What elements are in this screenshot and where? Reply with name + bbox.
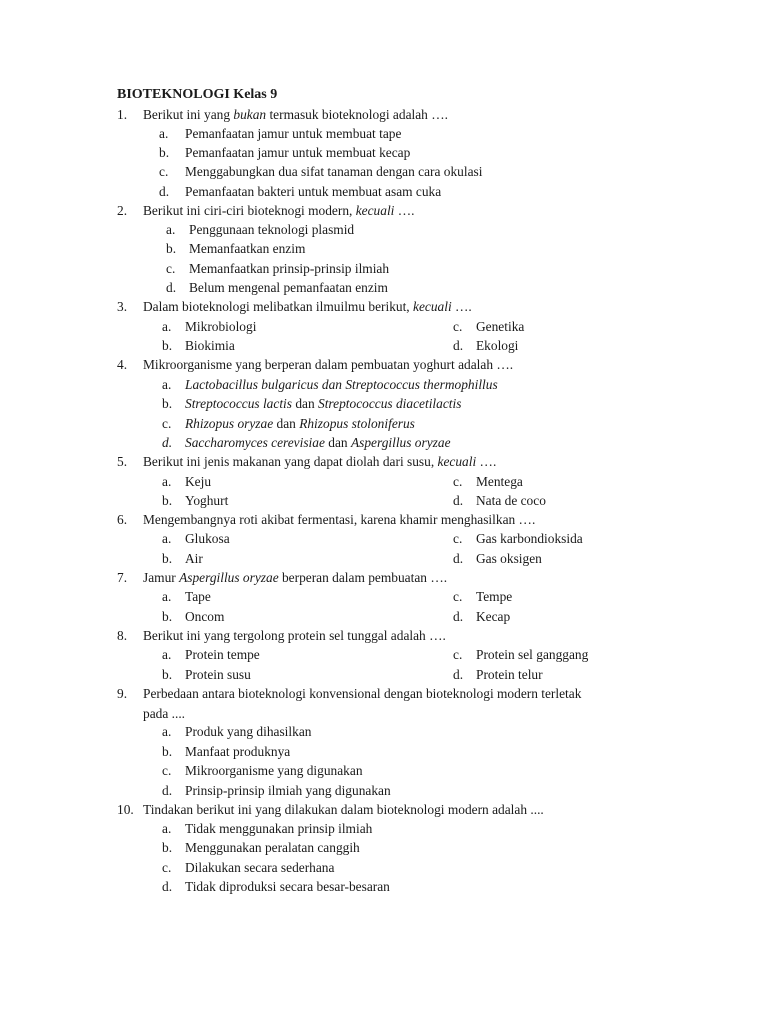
option-text: [189, 222, 354, 238]
text-segment: Kecap: [476, 609, 511, 624]
question-text: [143, 357, 513, 373]
italic-text-segment: Streptococcus lactis: [185, 396, 292, 411]
option-letter: b.: [162, 744, 173, 759]
option-text: [185, 647, 260, 663]
text-segment: Tidak diproduksi secara besar-besaran: [185, 879, 390, 894]
option-letter: c.: [453, 531, 463, 546]
question-text: [143, 570, 447, 586]
text-segment: Berikut ini yang: [143, 107, 234, 122]
text-segment: Gas karbondioksida: [476, 531, 583, 546]
option-text: [476, 647, 588, 663]
italic-text-segment: bukan: [233, 107, 267, 122]
option-text: [185, 744, 290, 760]
option-letter: c.: [162, 860, 172, 875]
question-number: 9.: [117, 686, 128, 701]
option-letter: a.: [162, 531, 172, 546]
option-text: [476, 474, 523, 490]
option-text: [185, 338, 235, 354]
option-letter: b.: [162, 338, 173, 353]
option-letter: a.: [162, 589, 172, 604]
text-segment: Gas oksigen: [476, 551, 542, 566]
text-segment: dan: [324, 435, 351, 450]
text-segment: berperan dalam pembuatan ….: [278, 570, 448, 585]
option-letter: a.: [162, 319, 172, 334]
question-number: 5.: [117, 454, 128, 469]
text-segment: Mikrobiologi: [185, 319, 257, 334]
option-text: [476, 531, 583, 547]
option-letter: c.: [162, 763, 172, 778]
option-letter: a.: [162, 474, 172, 489]
question-text: [143, 512, 535, 528]
option-text: [476, 551, 542, 567]
option-letter: d.: [159, 184, 170, 199]
text-segment: Tempe: [476, 589, 513, 604]
option-text: [185, 396, 461, 412]
option-text: [185, 145, 410, 161]
text-segment: Dilakukan secara sederhana: [185, 860, 335, 875]
option-letter: c.: [453, 319, 463, 334]
text-segment: Dalam bioteknologi melibatkan ilmuilmu berikut,: [143, 299, 413, 314]
option-letter: a.: [166, 222, 176, 237]
option-text: [185, 184, 441, 200]
text-segment: Oncom: [185, 609, 225, 624]
option-text: [185, 667, 251, 683]
option-letter: d.: [453, 667, 464, 682]
option-letter: d.: [162, 435, 173, 450]
option-letter: b.: [159, 145, 170, 160]
option-letter: d.: [162, 783, 173, 798]
option-text: [185, 319, 256, 335]
text-segment: Prinsip-prinsip ilmiah yang digunakan: [185, 783, 391, 798]
text-segment: Produk yang dihasilkan: [185, 724, 312, 739]
option-letter: d.: [453, 609, 464, 624]
italic-text-segment: kecuali: [355, 203, 395, 218]
text-segment: Nata de coco: [476, 493, 546, 508]
text-segment: Memanfaatkan prinsip-prinsip ilmiah: [189, 261, 390, 276]
text-segment: Protein sel ganggang: [476, 647, 589, 662]
question-number: 7.: [117, 570, 128, 585]
option-text: [185, 860, 334, 876]
option-text: [185, 164, 482, 180]
text-segment: Manfaat produknya: [185, 744, 291, 759]
question-number: 6.: [117, 512, 128, 527]
text-segment: Mikroorganisme yang digunakan: [185, 763, 363, 778]
option-letter: a.: [159, 126, 169, 141]
option-text: [185, 493, 228, 509]
option-text: [185, 783, 391, 799]
option-letter: b.: [162, 609, 173, 624]
option-letter: a.: [162, 647, 172, 662]
option-text: [185, 474, 211, 490]
text-segment: dan: [273, 416, 300, 431]
text-segment: Tindakan berikut ini yang dilakukan dalam bioteknologi modern adalah ....: [143, 802, 544, 817]
option-text: [476, 589, 512, 605]
question-text: [143, 454, 496, 470]
question-text-continued: [143, 706, 185, 722]
italic-text-segment: Streptococcus diacetilactis: [318, 396, 462, 411]
question-number: 10.: [117, 802, 134, 817]
text-segment: Pemanfaatan jamur untuk membuat tape: [185, 126, 402, 141]
option-letter: c.: [162, 416, 172, 431]
text-segment: Berikut ini ciri-ciri bioteknogi modern,: [143, 203, 356, 218]
text-segment: Tape: [185, 589, 211, 604]
italic-text-segment: kecuali: [413, 299, 452, 314]
text-segment: ….: [451, 299, 472, 314]
option-text: [185, 821, 372, 837]
option-text: [185, 377, 498, 393]
question-number: 8.: [117, 628, 128, 643]
text-segment: Mengembangnya roti akibat fermentasi, karena khamir menghasilkan ….: [143, 512, 536, 527]
option-text: [185, 763, 363, 779]
option-letter: a.: [162, 821, 172, 836]
text-segment: Berikut ini jenis makanan yang dapat diolah dari susu,: [143, 454, 438, 469]
option-text: [185, 416, 415, 432]
option-letter: d.: [453, 338, 464, 353]
text-segment: Biokimia: [185, 338, 235, 353]
option-letter: b.: [166, 241, 177, 256]
italic-text-segment: Rhizopus oryzae: [185, 416, 274, 431]
option-letter: a.: [162, 377, 172, 392]
option-text: [185, 724, 311, 740]
option-letter: b.: [162, 840, 173, 855]
option-letter: c.: [166, 261, 176, 276]
text-segment: Glukosa: [185, 531, 230, 546]
option-letter: d.: [453, 551, 464, 566]
option-text: [476, 338, 518, 354]
italic-text-segment: Lactobacillus bulgaricus dan Streptococcus thermophillus: [185, 377, 498, 392]
option-text: [185, 126, 401, 142]
italic-text-segment: kecuali: [437, 454, 477, 469]
text-segment: Menggabungkan dua sifat tanaman dengan cara okulasi: [185, 164, 483, 179]
question-number: 3.: [117, 299, 128, 314]
option-letter: c.: [453, 647, 463, 662]
option-text: [476, 609, 510, 625]
text-segment: Protein tempe: [185, 647, 260, 662]
option-letter: a.: [162, 724, 172, 739]
option-text: [185, 435, 451, 451]
option-letter: b.: [162, 396, 173, 411]
text-segment: Pemanfaatan jamur untuk membuat kecap: [185, 145, 411, 160]
text-segment: Berikut ini yang tergolong protein sel tunggal adalah ….: [143, 628, 446, 643]
question-text: [143, 299, 472, 315]
text-segment: ….: [394, 203, 415, 218]
option-letter: c.: [159, 164, 169, 179]
text-segment: Mentega: [476, 474, 523, 489]
option-text: [189, 261, 389, 277]
option-text: [476, 493, 546, 509]
option-letter: c.: [453, 589, 463, 604]
text-segment: Memanfaatkan enzim: [189, 241, 306, 256]
text-segment: Ekologi: [476, 338, 519, 353]
option-letter: d.: [453, 493, 464, 508]
option-text: [185, 589, 211, 605]
option-letter: b.: [162, 667, 173, 682]
text-segment: Perbedaan antara bioteknologi konvensional dengan bioteknologi modern terletak: [143, 686, 582, 701]
text-segment: Genetika: [476, 319, 525, 334]
text-segment: Protein susu: [185, 667, 251, 682]
option-letter: d.: [166, 280, 177, 295]
option-letter: b.: [162, 551, 173, 566]
option-letter: c.: [453, 474, 463, 489]
option-text: [185, 879, 390, 895]
italic-text-segment: Rhizopus stoloniferus: [299, 416, 415, 431]
text-segment: dan: [291, 396, 319, 411]
text-segment: termasuk bioteknologi adalah ….: [266, 107, 448, 122]
option-text: [185, 609, 224, 625]
text-segment: ….: [476, 454, 497, 469]
text-segment: Air: [185, 551, 203, 566]
question-number: 2.: [117, 203, 128, 218]
text-segment: Mikroorganisme yang berperan dalam pembuatan yoghurt adalah ….: [143, 357, 514, 372]
option-letter: b.: [162, 493, 173, 508]
italic-text-segment: Saccharomyces cerevisiae: [185, 435, 325, 450]
option-text: [476, 319, 524, 335]
question-number: 4.: [117, 357, 128, 372]
option-text: [189, 241, 305, 257]
text-segment: Protein telur: [476, 667, 543, 682]
italic-text-segment: Aspergillus oryzae: [179, 570, 279, 585]
option-text: [185, 840, 360, 856]
question-text: [143, 686, 581, 702]
question-text: [143, 107, 448, 123]
text-segment: Penggunaan teknologi plasmid: [189, 222, 355, 237]
option-text: [189, 280, 388, 296]
text-segment: Keju: [185, 474, 212, 489]
text-segment: Pemanfaatan bakteri untuk membuat asam cuka: [185, 184, 442, 199]
document-title: BIOTEKNOLOGI Kelas 9: [117, 87, 278, 102]
question-number: 1.: [117, 107, 128, 122]
text-segment: Yoghurt: [185, 493, 229, 508]
text-segment: Menggunakan peralatan canggih: [185, 840, 360, 855]
italic-text-segment: Aspergillus oryzae: [350, 435, 451, 450]
question-text: [143, 203, 414, 219]
text-segment: pada ....: [143, 706, 186, 721]
text-segment: Belum mengenal pemanfaatan enzim: [189, 280, 388, 295]
text-segment: Jamur: [143, 570, 180, 585]
question-text: [143, 628, 446, 644]
option-text: [185, 551, 203, 567]
text-segment: Tidak menggunakan prinsip ilmiah: [185, 821, 373, 836]
option-text: [185, 531, 230, 547]
option-letter: d.: [162, 879, 173, 894]
option-text: [476, 667, 543, 683]
question-text: [143, 802, 544, 818]
